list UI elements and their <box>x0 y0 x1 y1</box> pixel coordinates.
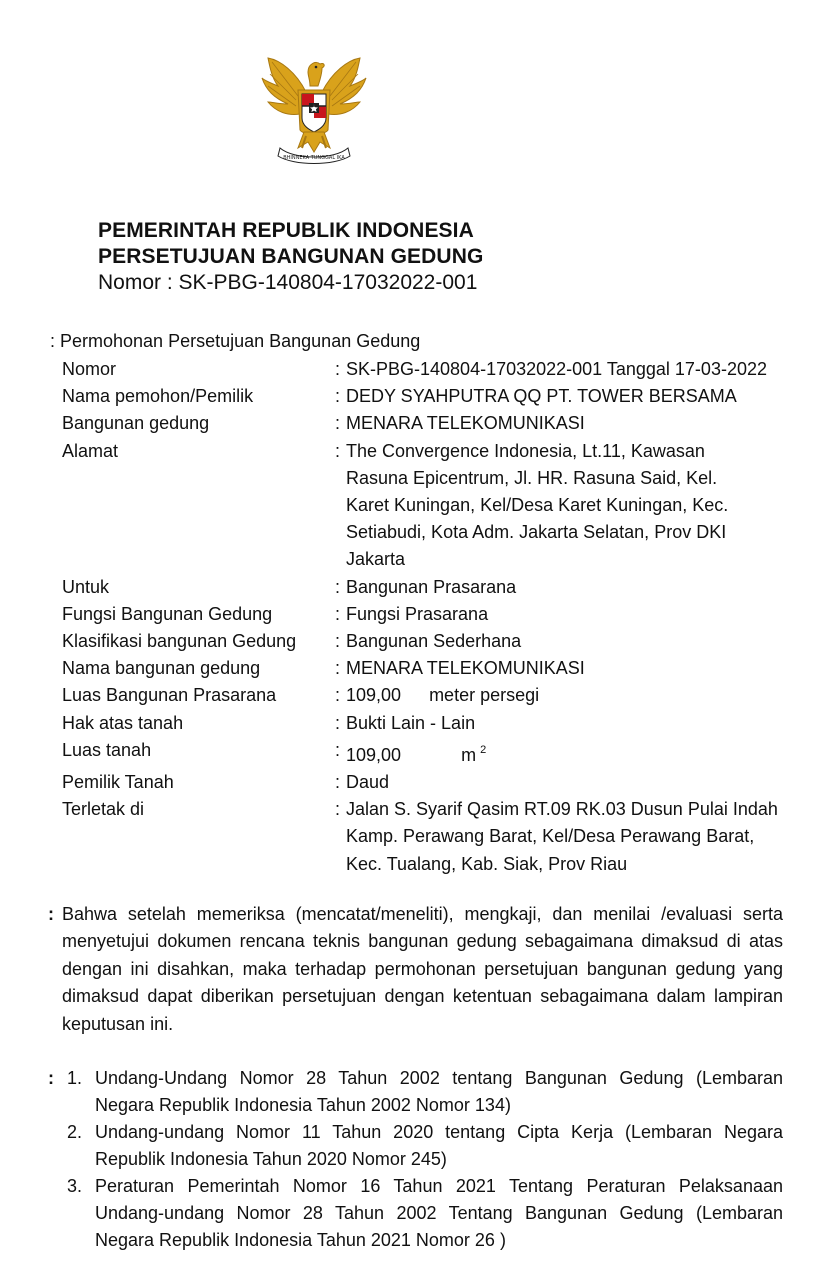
application-fields <box>62 356 812 878</box>
field-pemilik-tanah: Pemilik Tanah : Daud <box>62 769 812 796</box>
list-item <box>67 1119 783 1173</box>
field-label: Luas Bangunan Prasarana <box>62 685 277 706</box>
field-label: Fungsi Bangunan Gedung <box>62 603 273 624</box>
document-header <box>98 218 483 296</box>
field-value: 109,00 <box>346 685 402 706</box>
field-alamat: Alamat : The Convergence Indonesia, Lt.11, Kawasan Rasuna Epicentrum, Jl. HR. Rasuna Said, Kel. Karet Kuningan, Kel/Desa Karet Kuningan, Kec. Setiabudi, Kota Adm. Jakarta Selatan, Prov DKI Jakarta <box>62 438 812 574</box>
field-value: Jalan S. Syarif Qasim RT.09 RK.03 Dusun Pulai Indah Kamp. Perawang Barat, Kel/Desa Perawang Barat, Kec. Tualang, Kab. Siak, Prov Riau <box>346 799 778 874</box>
field-label: Nomor <box>62 359 117 379</box>
field-terletak-di: Terletak di : Jalan S. Syarif Qasim RT.09 RK.03 Dusun Pulai Indah Kamp. Perawang Barat, Kel/Desa Perawang Barat, Kec. Tualang, Kab. Siak, Prov Riau <box>62 796 812 878</box>
emblem-motto: BHINNEKA TUNGGAL IKA <box>283 155 345 161</box>
field-label: Hak atas tanah <box>62 712 184 733</box>
field-value: Bangunan Sederhana <box>346 631 522 652</box>
field-unit: m <box>461 744 477 765</box>
field-value: Bangunan Prasarana <box>346 576 517 597</box>
list-item <box>67 1173 783 1254</box>
reference-text: Peraturan Pemerintah Nomor 16 Tahun 2021 Tentang Peraturan Pelaksanaan Undang-undang Nomor 28 Tahun 2002 Tentang Bangunan Gedung (Lembaran Negara Republik Indonesia Tahun 2021 Nomor 26 ) <box>95 1176 783 1250</box>
field-klasifikasi: Klasifikasi bangunan Gedung : Bangunan Sederhana <box>62 628 812 655</box>
field-bangunan-gedung: Bangunan gedung : MENARA TELEKOMUNIKASI <box>62 410 812 437</box>
field-untuk: Untuk : Bangunan Prasarana <box>62 574 812 601</box>
document-number: Nomor : SK-PBG-140804-17032022-001 <box>98 271 478 294</box>
field-unit-superscript: 2 <box>480 743 487 756</box>
government-title: PEMERINTAH REPUBLIK INDONESIA <box>98 219 474 242</box>
field-value: 109,00 <box>346 744 402 765</box>
approval-text: Bahwa setelah memeriksa (mencatat/meneliti), mengkaji, dan menilai /evaluasi serta menyetujui dokumen rencana teknis bangunan gedung sebagaimana dimaksud di atas dengan ini disahkan, maka terhadap permohonan persetujuan bangunan gedung yang dimaksud dapat diberikan persetujuan dengan ketentuan sebagaimana dalam lampiran keputusan ini. <box>62 904 783 1034</box>
approval-paragraph: : Bahwa setelah memeriksa (mencatat/meneliti), mengkaji, dan menilai /evaluasi serta menyetujui dokumen rencana teknis bangunan gedung sebagaimana dimaksud di atas dengan ini disahkan, maka terhadap permohonan persetujuan bangunan gedung yang dimaksud dapat diberikan persetujuan dengan ketentuan sebagaimana dalam lampiran keputusan ini. <box>48 901 783 1038</box>
field-label: Bangunan gedung <box>62 413 210 434</box>
reference-number: 3. <box>67 1176 83 1196</box>
reference-number: 1. <box>67 1068 83 1088</box>
field-nama-pemohon: Nama pemohon/Pemilik : DEDY SYAHPUTRA QQ PT. TOWER BERSAMA <box>62 383 812 410</box>
reference-number: 2. <box>67 1122 83 1142</box>
field-label: Alamat <box>62 440 119 461</box>
field-value: The Convergence Indonesia, Lt.11, Kawasan Rasuna Epicentrum, Jl. HR. Rasuna Said, Kel. Karet Kuningan, Kel/Desa Karet Kuningan, Kec. Setiabudi, Kota Adm. Jakarta Selatan, Prov DKI Jakarta <box>346 440 729 570</box>
field-value: MENARA TELEKOMUNIKASI <box>346 413 585 434</box>
field-label: Nama bangunan gedung <box>62 658 261 679</box>
garuda-pancasila-emblem-icon <box>258 52 370 166</box>
reference-text: Undang-undang Nomor 11 Tahun 2020 tentang Cipta Kerja (Lembaran Negara Republik Indonesia Tahun 2020 Nomor 245) <box>95 1122 783 1169</box>
field-luas-tanah: Luas tanah : 109,00 m $^2$ <box>62 737 812 769</box>
field-nomor: Nomor : SK-PBG-140804-17032022-001 Tanggal 17-03-2022 <box>62 356 812 383</box>
legal-references: : 1. Undang-Undang Nomor 28 Tahun 2002 tentang Bangunan Gedung (Lembaran Negara Republik Indonesia Tahun 2002 Nomor 134) 2. Undang-undang Nomor 11 Tahun 2020 tentang Cipta Kerja (Lembaran Negara Republik Indonesia Tahun 2020 Nomor 245) 3. Peraturan Pemerintah Nomor 16 Tahun 2021 Tentang Peraturan Pelaksanaan Undang-undang Nomor 28 Tahun 2002 Tentang Bangunan Gedung (Lembaran Negara Republik Indonesia Tahun 2021 Nomor 26 ) <box>48 1065 783 1254</box>
field-value: Daud <box>346 772 390 793</box>
field-hak-atas-tanah: Hak atas tanah : Bukti Lain - Lain <box>62 710 812 737</box>
field-unit: meter persegi <box>429 685 540 706</box>
field-label: Nama pemohon/Pemilik <box>62 386 254 407</box>
document-title: PERSETUJUAN BANGUNAN GEDUNG <box>98 245 484 268</box>
field-luas-bangunan: Luas Bangunan Prasarana : 109,00 meter persegi <box>62 682 812 709</box>
field-fungsi: Fungsi Bangunan Gedung : Fungsi Prasarana <box>62 601 812 628</box>
field-value: MENARA TELEKOMUNIKASI <box>346 658 585 679</box>
field-value: Fungsi Prasarana <box>346 603 489 624</box>
field-value: DEDY SYAHPUTRA QQ PT. TOWER BERSAMA <box>346 386 737 407</box>
field-value: Bukti Lain - Lain <box>346 712 476 733</box>
field-value: SK-PBG-140804-17032022-001 Tanggal 17-03-2022 <box>346 359 767 379</box>
reference-text: Undang-Undang Nomor 28 Tahun 2002 tentang Bangunan Gedung (Lembaran Negara Republik Indonesia Tahun 2002 Nomor 134) <box>95 1068 783 1115</box>
field-nama-bangunan: Nama bangunan gedung : MENARA TELEKOMUNIKASI <box>62 655 812 682</box>
list-item <box>67 1065 783 1119</box>
field-label: Untuk <box>62 576 110 597</box>
field-label: Terletak di <box>62 799 145 820</box>
application-intro: : Permohonan Persetujuan Bangunan Gedung <box>50 331 421 351</box>
field-label: Luas tanah <box>62 739 152 760</box>
field-label: Klasifikasi bangunan Gedung <box>62 631 297 652</box>
field-label: Pemilik Tanah <box>62 772 174 793</box>
